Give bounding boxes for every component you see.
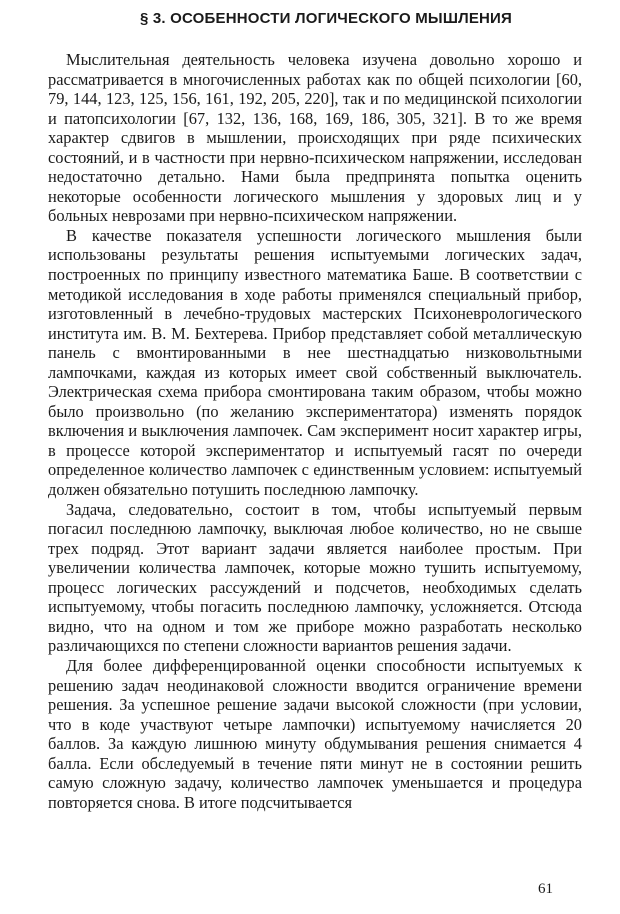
section-heading: § 3. ОСОБЕННОСТИ ЛОГИЧЕСКОГО МЫШЛЕНИЯ xyxy=(139,10,513,27)
paragraph-2: В качестве показателя успешности логического мышления были использованы результаты решения испытуемыми логических задач, построенных по принципу известного математика Баше. В соответствии с методикой исследования в ходе работы применялся специальный прибор, изготовленный в лечебно-трудовых мастерских Психоневрологического института им. В. М. Бехтерева. Прибор представляет собой металлическую панель с вмонтированными в нее шестнадцатью низковольтными лампочками, каждая из которых имеет свой собственный выключатель. Электрическая схема прибора смонтирована таким образом, чтобы можно было произвольно (по желанию экспериментатора) изменять порядок включения и выключения лампочек. Сам эксперимент носит характер игры, в процессе которой экспериментатор и испытуемый гасят по очереди определенное количество лампочек с единственным условием: испытуемый должен обязательно потушить последнюю лампочку. xyxy=(48,225,582,500)
paragraph-4: Для более дифференцированной оценки способности испытуемых к решению задач неодинаковой сложности вводится ограничение времени решения. За успешное решение задачи высокой сложности (при условии, что в коде участвуют четыре лампочки) испытуемому начисляется 20 баллов. За каждую лишнюю минуту обдумывания решения снимается 4 балла. Если обследуемый в течение пяти минут не в состоянии решить самую сложную задачу, количество лампочек уменьшается и процедура повторяется снова. В итоге подсчитывается xyxy=(48,655,582,812)
body-text xyxy=(48,50,582,812)
paragraph-1: Мыслительная деятельность человека изучена довольно хорошо и рассматривается в многочисленных работах как по общей психологии [60, 79, 144, 123, 125, 156, 161, 192, 205, 220], так и по медицинской психологии и патопсихологии [67, 132, 136, 168, 169, 186, 305, 321]. В то же время характер сдвигов в мышлении, происходящих при ряде психических состояний, и в частности при нервно-психическом напряжении, исследован недостаточно детально. Нами была предпринята попытка оценить некоторые особенности логического мышления у здоровых лиц и у больных неврозами при нервно-психическом напряжении. xyxy=(48,50,582,226)
paragraph-3: Задача, следовательно, состоит в том, чтобы испытуемый первым погасил последнюю лампочку, выключая любое количество, но не свыше трех подряд. Этот вариант задачи является наиболее простым. При увеличении количества лампочек, которые можно тушить испытуемому, процесс логических рассуждений и подсчетов, необходимых сделать испытуемому, чтобы погасить последнюю лампочку, усложняется. Отсюда видно, что на одном и том же приборе можно разработать несколько различающихся по степени сложности вариантов решения задачи. xyxy=(48,499,582,656)
page-number: 61 xyxy=(538,881,553,897)
